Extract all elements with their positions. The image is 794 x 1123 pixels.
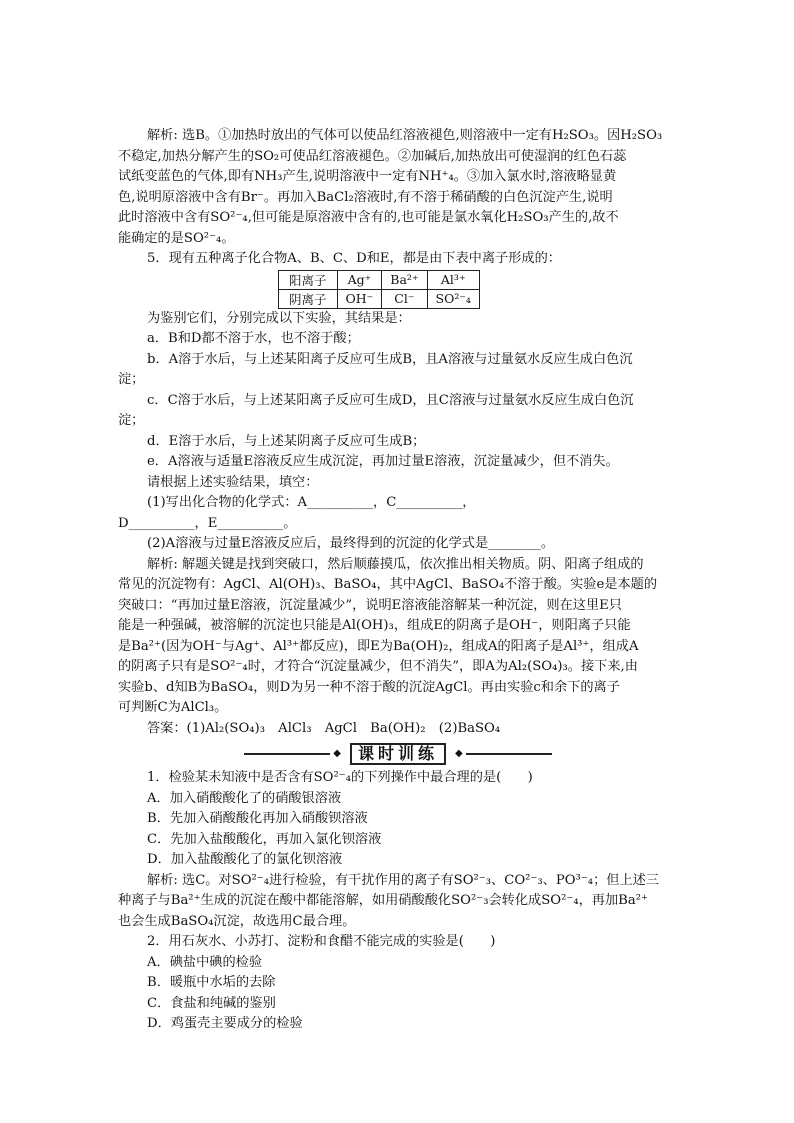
text-line: B．先加入硝酸酸化再加入硝酸钡溶液 bbox=[147, 811, 368, 826]
banner-rule-right bbox=[466, 753, 552, 755]
section-middle bbox=[118, 309, 678, 740]
text-line: (2)A溶液与过量E溶液反应后，最终得到的沉淀的化学式是________。 bbox=[147, 536, 555, 551]
text-line: a．B和D都不溶于水，也不溶于酸； bbox=[147, 331, 360, 346]
text-line: 1．检验某未知液中是否含有SO²⁻₄的下列操作中最合理的是( ) bbox=[147, 770, 533, 785]
table-cell: OH⁻ bbox=[337, 289, 382, 308]
section-bottom bbox=[118, 768, 678, 1035]
text-line: 种离子与Ba²⁺生成的沉淀在酸中都能溶解，如用硝酸酸化SO²⁻₃会转化成SO²⁻₄，再加Ba²⁺ bbox=[118, 893, 648, 908]
text-line: 常见的沉淀物有：AgCl、Al(OH)₃、BaSO₄，其中AgCl、BaSO₄不溶于酸。实验e是本题的 bbox=[118, 577, 658, 592]
table-cell: Al³⁺ bbox=[427, 270, 479, 289]
text-line: c．C溶于水后，与上述某阳离子反应可生成D，且C溶液与过量氨水反应生成白色沉 bbox=[147, 392, 634, 408]
text-line: 答案：(1)Al₂(SO₄)₃ AlCl₃ AgCl Ba(OH)₂ (2)BaSO₄ bbox=[147, 720, 501, 736]
section-banner bbox=[118, 743, 678, 765]
text-line: A．碘盐中碘的检验 bbox=[147, 954, 263, 970]
text-line: 不稳定,加热分解产生的SO₂可使品红溶液褪色。②加碱后,加热放出可使湿润的红色石蕊 bbox=[118, 148, 627, 164]
text-line: 能确定的是SO²⁻₄。 bbox=[118, 230, 235, 246]
text-line: (1)写出化合物的化学式：A__________，C__________， bbox=[147, 495, 476, 510]
text-line: D．加入盐酸酸化了的氯化钡溶液 bbox=[147, 852, 343, 867]
text-line: D．鸡蛋壳主要成分的检验 bbox=[147, 1016, 303, 1031]
diamond-icon: ◆ bbox=[455, 748, 463, 759]
diamond-icon: ◆ bbox=[333, 748, 341, 759]
document-page bbox=[118, 126, 678, 1035]
text-line: 解析: 选C。对SO²⁻₄进行检验，有干扰作用的离子有SO²⁻₃、CO²⁻₃、PO³⁻₄；但上述三 bbox=[147, 872, 660, 888]
table-cell: Cl⁻ bbox=[382, 289, 427, 308]
text-line: 淀； bbox=[118, 413, 145, 428]
text-line: D__________，E__________。 bbox=[118, 515, 297, 531]
text-line: 5．现有五种离子化合物A、B、C、D和E，都是由下表中离子形成的： bbox=[147, 251, 561, 266]
text-line: 突破口：“再加过量E溶液，沉淀量减少”，说明E溶液能溶解某一种沉淀，则在这里E只 bbox=[118, 597, 622, 613]
table-row bbox=[279, 270, 480, 289]
table-row bbox=[279, 289, 480, 308]
table-cell: SO²⁻₄ bbox=[427, 289, 479, 308]
table-cell: Ag⁺ bbox=[337, 270, 382, 289]
text-line: 能是一种强碱，被溶解的沉淀也只能是Al(OH)₃，组成E的阴离子是OH⁻，则阳离子只能 bbox=[118, 618, 631, 633]
text-line: B．暖瓶中水垢的去除 bbox=[147, 975, 276, 990]
text-line: e．A溶液与适量E溶液反应生成沉淀，再加过量E溶液，沉淀量减少，但不消失。 bbox=[147, 454, 619, 469]
text-line: A．加入硝酸酸化了的硝酸银溶液 bbox=[147, 790, 342, 806]
text-line: C．食盐和纯碱的鉴别 bbox=[147, 995, 276, 1011]
ion-table bbox=[278, 270, 480, 309]
text-line: 解析: 解题关键是找到突破口，然后顺藤摸瓜，依次推出相关物质。阴、阳离子组成的 bbox=[147, 556, 644, 572]
table-header-cell: 阴离子 bbox=[279, 289, 338, 308]
text-line: b．A溶于水后，与上述某阳离子反应可生成B，且A溶液与过量氨水反应生成白色沉 bbox=[147, 351, 633, 367]
text-line: 为鉴别它们，分别完成以下实验，其结果是： bbox=[147, 310, 411, 326]
text-line: 解析: 选B。①加热时放出的气体可以使品红溶液褪色,则溶液中一定有H₂SO₃。因H₂SO₃ bbox=[147, 128, 663, 143]
text-line: 此时溶液中含有SO²⁻₄,但可能是原溶液中含有的,也可能是氯水氧化H₂SO₃产生的,故不 bbox=[118, 210, 619, 225]
text-line: 实验b、d知B为BaSO₄，则D为另一种不溶于酸的沉淀AgCl。再由实验c和余下的离子 bbox=[118, 679, 620, 695]
text-line: 的阴离子只有是SO²⁻₄时，才符合“沉淀量减少，但不消失”，即A为Al₂(SO₄)₃。接下来,由 bbox=[118, 659, 638, 674]
text-line: 请根据上述实验结果，填空： bbox=[147, 474, 319, 490]
text-line: 色,说明原溶液中含有Br⁻。再加入BaCl₂溶液时,有不溶于稀硝酸的白色沉淀产生,说明 bbox=[118, 189, 613, 205]
table-header-cell: 阳离子 bbox=[279, 270, 338, 289]
text-line: 试纸变蓝色的气体,即有NH₃产生,说明溶液中一定有NH⁺₄。③加入氯水时,溶液略显黄 bbox=[118, 169, 617, 184]
text-line: 是Ba²⁺(因为OH⁻与Ag⁺、Al³⁺都反应)，即E为Ba(OH)₂，组成A的阳离子是Al³⁺，组成A bbox=[118, 638, 639, 654]
banner-title: 课时训练 bbox=[350, 743, 446, 765]
text-line: 可判断C为AlCl₃。 bbox=[118, 700, 228, 715]
table-cell: Ba²⁺ bbox=[382, 270, 427, 289]
text-line: d．E溶于水后，与上述某阴离子反应可生成B； bbox=[147, 433, 426, 449]
section-top bbox=[118, 126, 678, 270]
text-line: C．先加入盐酸酸化，再加入氯化钡溶液 bbox=[147, 831, 382, 847]
text-line: 2．用石灰水、小苏打、淀粉和食醋不能完成的实验是( ) bbox=[147, 934, 496, 949]
text-line: 淀； bbox=[118, 372, 145, 387]
text-line: 也会生成BaSO₄沉淀，故选用C最合理。 bbox=[118, 913, 356, 929]
banner-rule-left bbox=[244, 753, 330, 755]
